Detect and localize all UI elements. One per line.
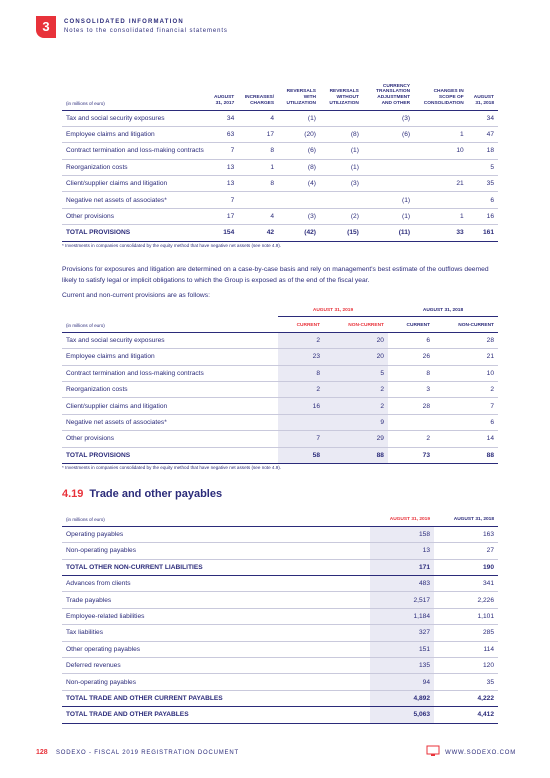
row-label: Employee claims and litigation — [62, 126, 208, 142]
page-header — [36, 16, 516, 40]
cell-value: 4,412 — [434, 707, 498, 723]
cell-value: 6 — [468, 192, 498, 208]
table-row — [62, 332, 498, 348]
cell-value: 8 — [388, 365, 434, 381]
cell-value: 1,184 — [370, 608, 434, 624]
cell-value — [278, 414, 324, 430]
footnote: * Investments in companies consolidated by the equity method that have negative net assets (see note 4.9). — [62, 243, 282, 248]
cell-value: 42 — [238, 225, 278, 241]
row-label: Operating payables — [62, 526, 370, 542]
cell-value: 2 — [434, 382, 498, 398]
cell-value: 10 — [414, 143, 468, 159]
cell-value: 154 — [208, 225, 238, 241]
table-row — [62, 110, 498, 126]
cell-value: 26 — [388, 349, 434, 365]
cell-value: 16 — [278, 398, 324, 414]
table-row — [62, 641, 498, 657]
cell-value: 8 — [238, 143, 278, 159]
cell-value: 135 — [370, 658, 434, 674]
table-row — [62, 690, 498, 706]
cell-value: (6) — [363, 126, 414, 142]
group-header: AUGUST 31, 2018 — [388, 306, 498, 316]
cell-value: 163 — [434, 526, 498, 542]
footnote: * Investments in companies consolidated by the equity method that have negative net assets (see note 4.9). — [62, 465, 282, 470]
section-number: 4.19 — [62, 488, 84, 500]
cell-value: 10 — [434, 365, 498, 381]
cell-value: 4,892 — [370, 690, 434, 706]
row-label: Negative net assets of associates* — [62, 414, 278, 430]
cell-value: 13 — [208, 176, 238, 192]
cell-value: 21 — [414, 176, 468, 192]
cell-value — [414, 110, 468, 126]
cell-value — [238, 192, 278, 208]
cell-value: 18 — [468, 143, 498, 159]
cell-value: 28 — [434, 332, 498, 348]
table-row — [62, 592, 498, 608]
cell-value: 7 — [434, 398, 498, 414]
header-title: CONSOLIDATED INFORMATION — [64, 19, 184, 25]
cell-value: 2,517 — [370, 592, 434, 608]
cell-value: 17 — [238, 126, 278, 142]
cell-value: (8) — [320, 126, 363, 142]
cell-value: (2) — [320, 208, 363, 224]
table-row — [62, 658, 498, 674]
cell-value: 8 — [278, 365, 324, 381]
cell-value: 161 — [468, 225, 498, 241]
row-label: TOTAL PROVISIONS — [62, 225, 208, 241]
cell-value: 58 — [278, 447, 324, 463]
column-header: CURRENT — [388, 316, 434, 332]
row-label: Non-operating payables — [62, 543, 370, 559]
cell-value: (3) — [320, 176, 363, 192]
cell-value: 158 — [370, 526, 434, 542]
table-row — [62, 707, 498, 723]
table-row — [62, 159, 498, 175]
cell-value — [363, 159, 414, 175]
cell-value: (1) — [363, 192, 414, 208]
table-unit: (in millions of euro) — [62, 56, 208, 110]
cell-value: 35 — [434, 674, 498, 690]
row-label: Non-operating payables — [62, 674, 370, 690]
cell-value: 3 — [388, 382, 434, 398]
cell-value: (1) — [320, 143, 363, 159]
row-label: Contract termination and loss-making contracts — [62, 143, 208, 159]
row-label: Tax and social security exposures — [62, 110, 208, 126]
row-label: Other provisions — [62, 208, 208, 224]
table-row — [62, 431, 498, 447]
chapter-badge: 3 — [36, 16, 56, 38]
table-unit: (in millions of euro) — [62, 510, 370, 526]
row-label: Other operating payables — [62, 641, 370, 657]
row-label: Negative net assets of associates* — [62, 192, 208, 208]
row-label: Other provisions — [62, 431, 278, 447]
cell-value: 8 — [238, 176, 278, 192]
cell-value: 28 — [388, 398, 434, 414]
table-row — [62, 414, 498, 430]
table-row — [62, 349, 498, 365]
cell-value: (3) — [363, 110, 414, 126]
table-row — [62, 382, 498, 398]
cell-value: 2 — [388, 431, 434, 447]
page-footer — [36, 749, 516, 761]
cell-value: (1) — [278, 110, 320, 126]
cell-value — [278, 192, 320, 208]
cell-value: 7 — [278, 431, 324, 447]
cell-value: 94 — [370, 674, 434, 690]
column-header: NON-CURRENT — [324, 316, 388, 332]
table-row — [62, 447, 498, 463]
cell-value: (42) — [278, 225, 320, 241]
cell-value: (20) — [278, 126, 320, 142]
column-header: CURRENCY TRANSLATION ADJUSTMENT AND OTHER — [363, 56, 414, 110]
row-label: TOTAL TRADE AND OTHER CURRENT PAYABLES — [62, 690, 370, 706]
column-header: REVERSALS WITH UTILIZATION — [278, 56, 320, 110]
cell-value: 114 — [434, 641, 498, 657]
cell-value: (6) — [278, 143, 320, 159]
table-row — [62, 526, 498, 542]
table-row — [62, 608, 498, 624]
provisions-movement-table — [62, 56, 498, 242]
table-row — [62, 674, 498, 690]
cell-value: 2 — [278, 382, 324, 398]
document-title: SODEXO - FISCAL 2019 REGISTRATION DOCUMENT — [56, 750, 239, 756]
cell-value: 5 — [468, 159, 498, 175]
cell-value: 88 — [434, 447, 498, 463]
cell-value — [363, 176, 414, 192]
cell-value: 151 — [370, 641, 434, 657]
table-row — [62, 543, 498, 559]
cell-value — [363, 143, 414, 159]
group-header: AUGUST 31, 2019 — [278, 306, 388, 316]
cell-value: 2 — [324, 398, 388, 414]
row-label: Reorganization costs — [62, 159, 208, 175]
monitor-icon — [426, 745, 440, 757]
cell-value: 4,222 — [434, 690, 498, 706]
cell-value: 483 — [370, 576, 434, 592]
row-label: Tax liabilities — [62, 625, 370, 641]
column-header: REVERSALS WITHOUT UTILIZATION — [320, 56, 363, 110]
cell-value: 20 — [324, 332, 388, 348]
cell-value: 341 — [434, 576, 498, 592]
row-label: Employee claims and litigation — [62, 349, 278, 365]
row-label: Tax and social security exposures — [62, 332, 278, 348]
page-number: 128 — [36, 749, 48, 756]
column-header: AUGUST 31, 2019 — [370, 510, 434, 526]
cell-value: 63 — [208, 126, 238, 142]
cell-value: 6 — [388, 332, 434, 348]
cell-value: 34 — [208, 110, 238, 126]
row-label: Client/supplier claims and litigation — [62, 398, 278, 414]
cell-value: 5 — [324, 365, 388, 381]
cell-value: 120 — [434, 658, 498, 674]
table-row — [62, 225, 498, 241]
table-row — [62, 143, 498, 159]
cell-value: 2,226 — [434, 592, 498, 608]
table-row — [62, 576, 498, 592]
cell-value: (15) — [320, 225, 363, 241]
cell-value: 1 — [414, 126, 468, 142]
cell-value: 27 — [434, 543, 498, 559]
column-header: AUGUST 31, 2018 — [434, 510, 498, 526]
cell-value: 13 — [370, 543, 434, 559]
cell-value — [414, 192, 468, 208]
cell-value: 4 — [238, 110, 278, 126]
cell-value: 29 — [324, 431, 388, 447]
row-label: Client/supplier claims and litigation — [62, 176, 208, 192]
cell-value: 1 — [238, 159, 278, 175]
cell-value: 47 — [468, 126, 498, 142]
table-row — [62, 365, 498, 381]
column-header: INCREASES/ CHARGES — [238, 56, 278, 110]
cell-value: 88 — [324, 447, 388, 463]
row-label: Reorganization costs — [62, 382, 278, 398]
row-label: TOTAL TRADE AND OTHER PAYABLES — [62, 707, 370, 723]
table-row — [62, 192, 498, 208]
cell-value — [320, 110, 363, 126]
cell-value: 190 — [434, 559, 498, 575]
cell-value: (8) — [278, 159, 320, 175]
row-label: Contract termination and loss-making contracts — [62, 365, 278, 381]
cell-value: (4) — [278, 176, 320, 192]
paragraph: Provisions for exposures and litigation are determined on a case-by-case basis and rely on management's best estimate of the outflows deemed likely to satisfy legal or implicit obligations to which the Group is exposed as of the end of the fiscal year. — [62, 266, 489, 284]
row-label: TOTAL PROVISIONS — [62, 447, 278, 463]
table-row — [62, 398, 498, 414]
cell-value: 35 — [468, 176, 498, 192]
header-subtitle: Notes to the consolidated financial statements — [64, 28, 228, 34]
cell-value: 17 — [208, 208, 238, 224]
cell-value: 327 — [370, 625, 434, 641]
column-header: CURRENT — [278, 316, 324, 332]
table-row — [62, 559, 498, 575]
cell-value: 6 — [434, 414, 498, 430]
cell-value: 285 — [434, 625, 498, 641]
row-label: Employee-related liabilities — [62, 608, 370, 624]
section-heading — [62, 488, 222, 500]
table-row — [62, 126, 498, 142]
cell-value: 7 — [208, 192, 238, 208]
table-unit: (in millions of euro) — [62, 316, 278, 332]
cell-value: 9 — [324, 414, 388, 430]
cell-value: 73 — [388, 447, 434, 463]
cell-value: 1,101 — [434, 608, 498, 624]
cell-value: (1) — [320, 159, 363, 175]
row-label: Trade payables — [62, 592, 370, 608]
section-title: Trade and other payables — [89, 488, 223, 500]
cell-value — [320, 192, 363, 208]
cell-value: 4 — [238, 208, 278, 224]
cell-value — [388, 414, 434, 430]
cell-value: 33 — [414, 225, 468, 241]
payables-table — [62, 510, 498, 724]
column-header: NON-CURRENT — [434, 316, 498, 332]
column-header: CHANGES IN SCOPE OF CONSOLIDATION — [414, 56, 468, 110]
cell-value: 1 — [414, 208, 468, 224]
cell-value: (1) — [363, 208, 414, 224]
cell-value: 2 — [278, 332, 324, 348]
cell-value — [414, 159, 468, 175]
cell-value: 20 — [324, 349, 388, 365]
cell-value: (3) — [278, 208, 320, 224]
cell-value: 16 — [468, 208, 498, 224]
cell-value: 23 — [278, 349, 324, 365]
cell-value: 14 — [434, 431, 498, 447]
row-label: TOTAL OTHER NON-CURRENT LIABILITIES — [62, 559, 370, 575]
column-header: AUGUST 31, 2018 — [468, 56, 498, 110]
website-link[interactable]: WWW.SODEXO.COM — [445, 750, 516, 756]
table-row — [62, 176, 498, 192]
row-label: Advances from clients — [62, 576, 370, 592]
cell-value: 7 — [208, 143, 238, 159]
cell-value: (11) — [363, 225, 414, 241]
row-label: Deferred revenues — [62, 658, 370, 674]
cell-value: 21 — [434, 349, 498, 365]
paragraph: Current and non-current provisions are as follows: — [62, 292, 210, 299]
column-header: AUGUST 31, 2017 — [208, 56, 238, 110]
provisions-current-noncurrent-table — [62, 306, 498, 464]
cell-value: 171 — [370, 559, 434, 575]
cell-value: 13 — [208, 159, 238, 175]
table-row — [62, 208, 498, 224]
cell-value: 2 — [324, 382, 388, 398]
cell-value: 5,063 — [370, 707, 434, 723]
cell-value: 34 — [468, 110, 498, 126]
table-row — [62, 625, 498, 641]
